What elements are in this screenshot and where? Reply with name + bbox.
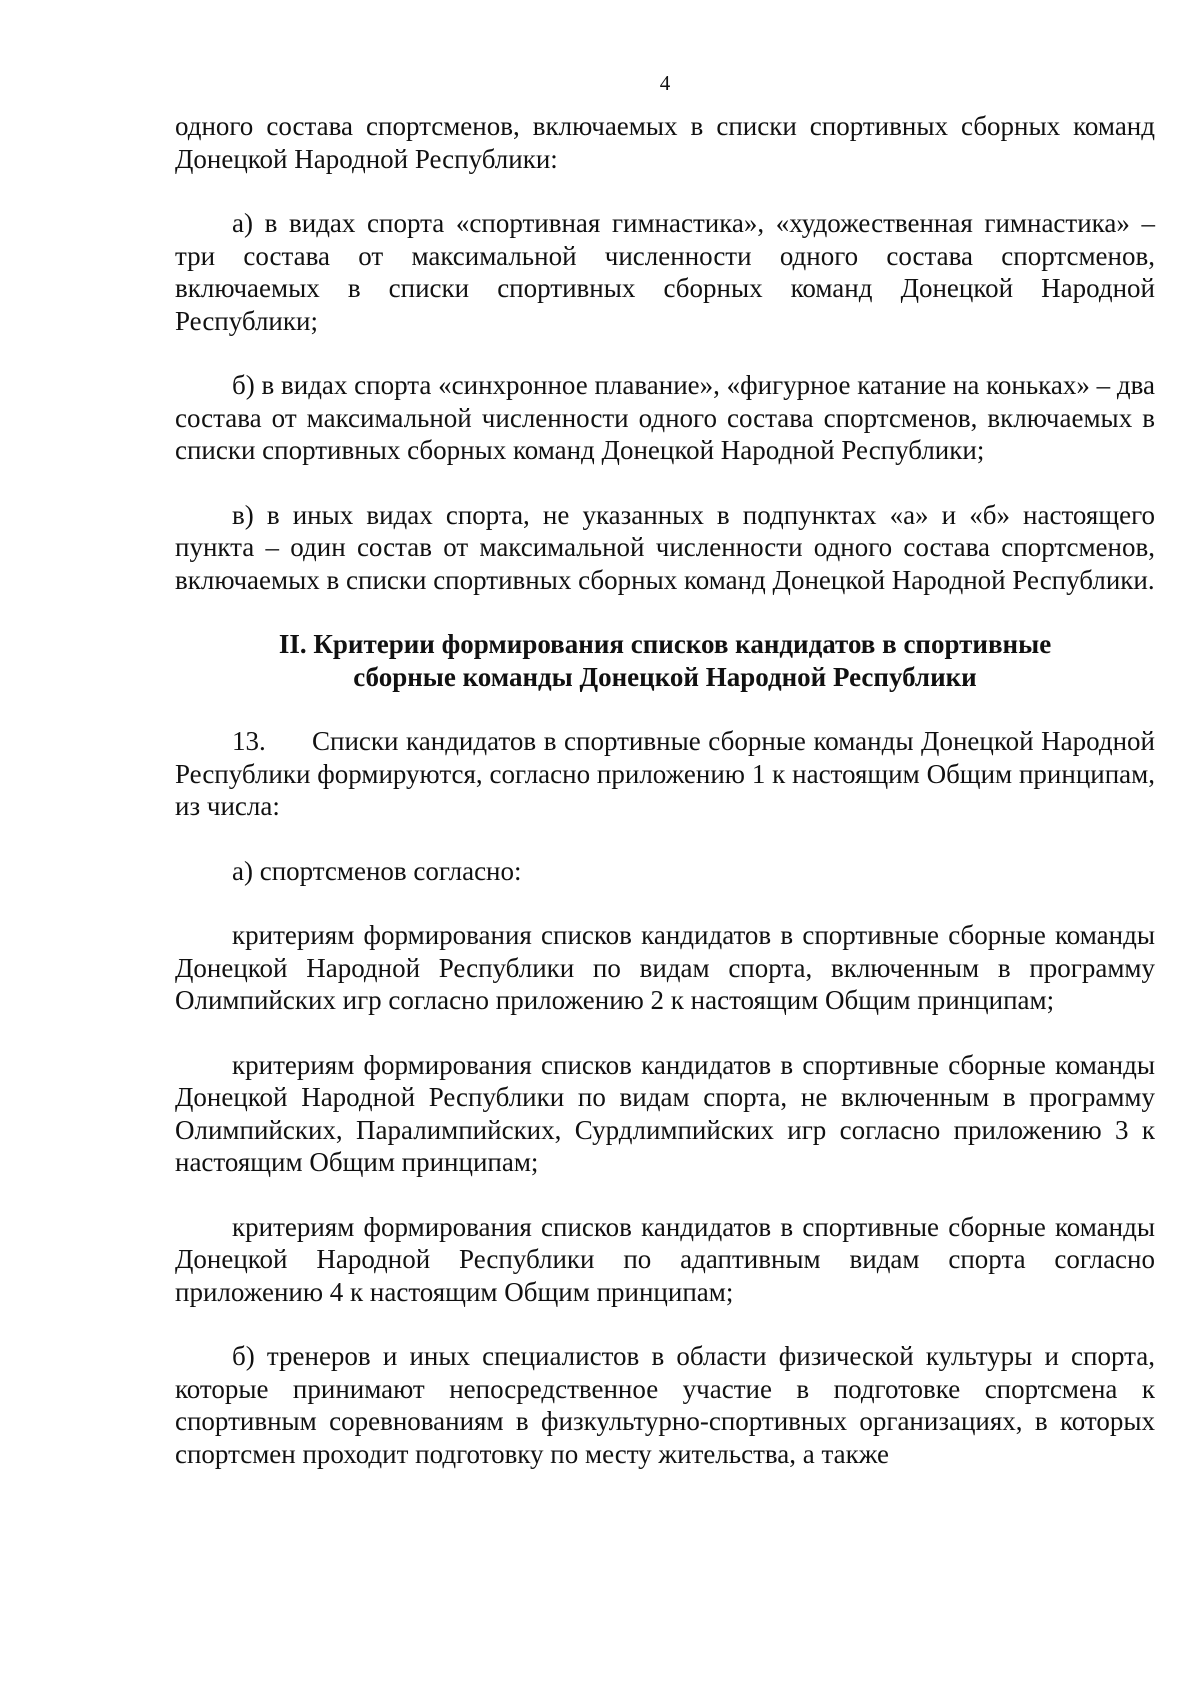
paragraph-subitem-v: в) в иных видах спорта, не указанных в подпунктах «а» и «б» настоящего пункта – один состав от максимальной численности одного состава спортсменов, включаемых в списки спортивных сборных команд Донецкой Народной Республики. (175, 499, 1155, 595)
section-heading-line-1: II. Критерии формирования списков кандидатов в спортивные (278, 629, 1052, 659)
paragraph-coaches: б) тренеров и иных специалистов в области физической культуры и спорта, которые принимают непосредственное участие в подготовке спортсмена к спортивным соревнованиям в физкультурно-спортивных организациях, в которых спортсмен проходит подготовку по месту жительства, а также (175, 1341, 1155, 1469)
paragraph-subitem-b: б) в видах спорта «синхронное плавание», «фигурное катание на коньках» – два состава от максимальной численности одного состава спортсменов, включаемых в списки спортивных сборных команд Донецкой Народной Республики; (175, 370, 1155, 465)
paragraph-subitem-a: а) в видах спорта «спортивная гимнастика», «художественная гимнастика» – три состава от максимальной численности одного состава спортсменов, включаемых в списки спортивных сборных команд Донецкой Народной Республики; (175, 208, 1155, 336)
paragraph-criteria-adaptive: критериям формирования списков кандидатов в спортивные сборные команды Донецкой Народной Республики по адаптивным видам спорта согласно приложению 4 к настоящим Общим принципам; (175, 1211, 1155, 1307)
item-13-text: Списки кандидатов в спортивные сборные команды Донецкой Народной Республики формируются, согласно приложению 1 к настоящим Общим принципам, из числа: (175, 726, 1155, 821)
document-page (175, 70, 1155, 1470)
paragraph-criteria-olympic: критериям формирования списков кандидатов в спортивные сборные команды Донецкой Народной Республики по видам спорта, включенным в программу Олимпийских игр согласно приложению 2 к настоящим Общим принципам; (175, 920, 1155, 1015)
section-heading (175, 628, 1155, 693)
paragraph-continuation: одного состава спортсменов, включаемых в списки спортивных сборных команд Донецкой Народной Республики: (175, 111, 1155, 174)
paragraph-athletes: а) спортсменов согласно: (232, 855, 522, 886)
item-13-number: 13. (232, 726, 266, 756)
page-number: 4 (659, 71, 671, 95)
paragraph-criteria-non-olympic: критериям формирования списков кандидатов в спортивные сборные команды Донецкой Народной Республики по видам спорта, не включенным в программу Олимпийских, Паралимпийских, Сурдлимпийских игр согласно приложению 3 к настоящим Общим принципам; (175, 1049, 1155, 1177)
paragraph-item-13 (175, 725, 1155, 823)
section-heading-line-2: сборные команды Донецкой Народной Республики (353, 661, 977, 692)
